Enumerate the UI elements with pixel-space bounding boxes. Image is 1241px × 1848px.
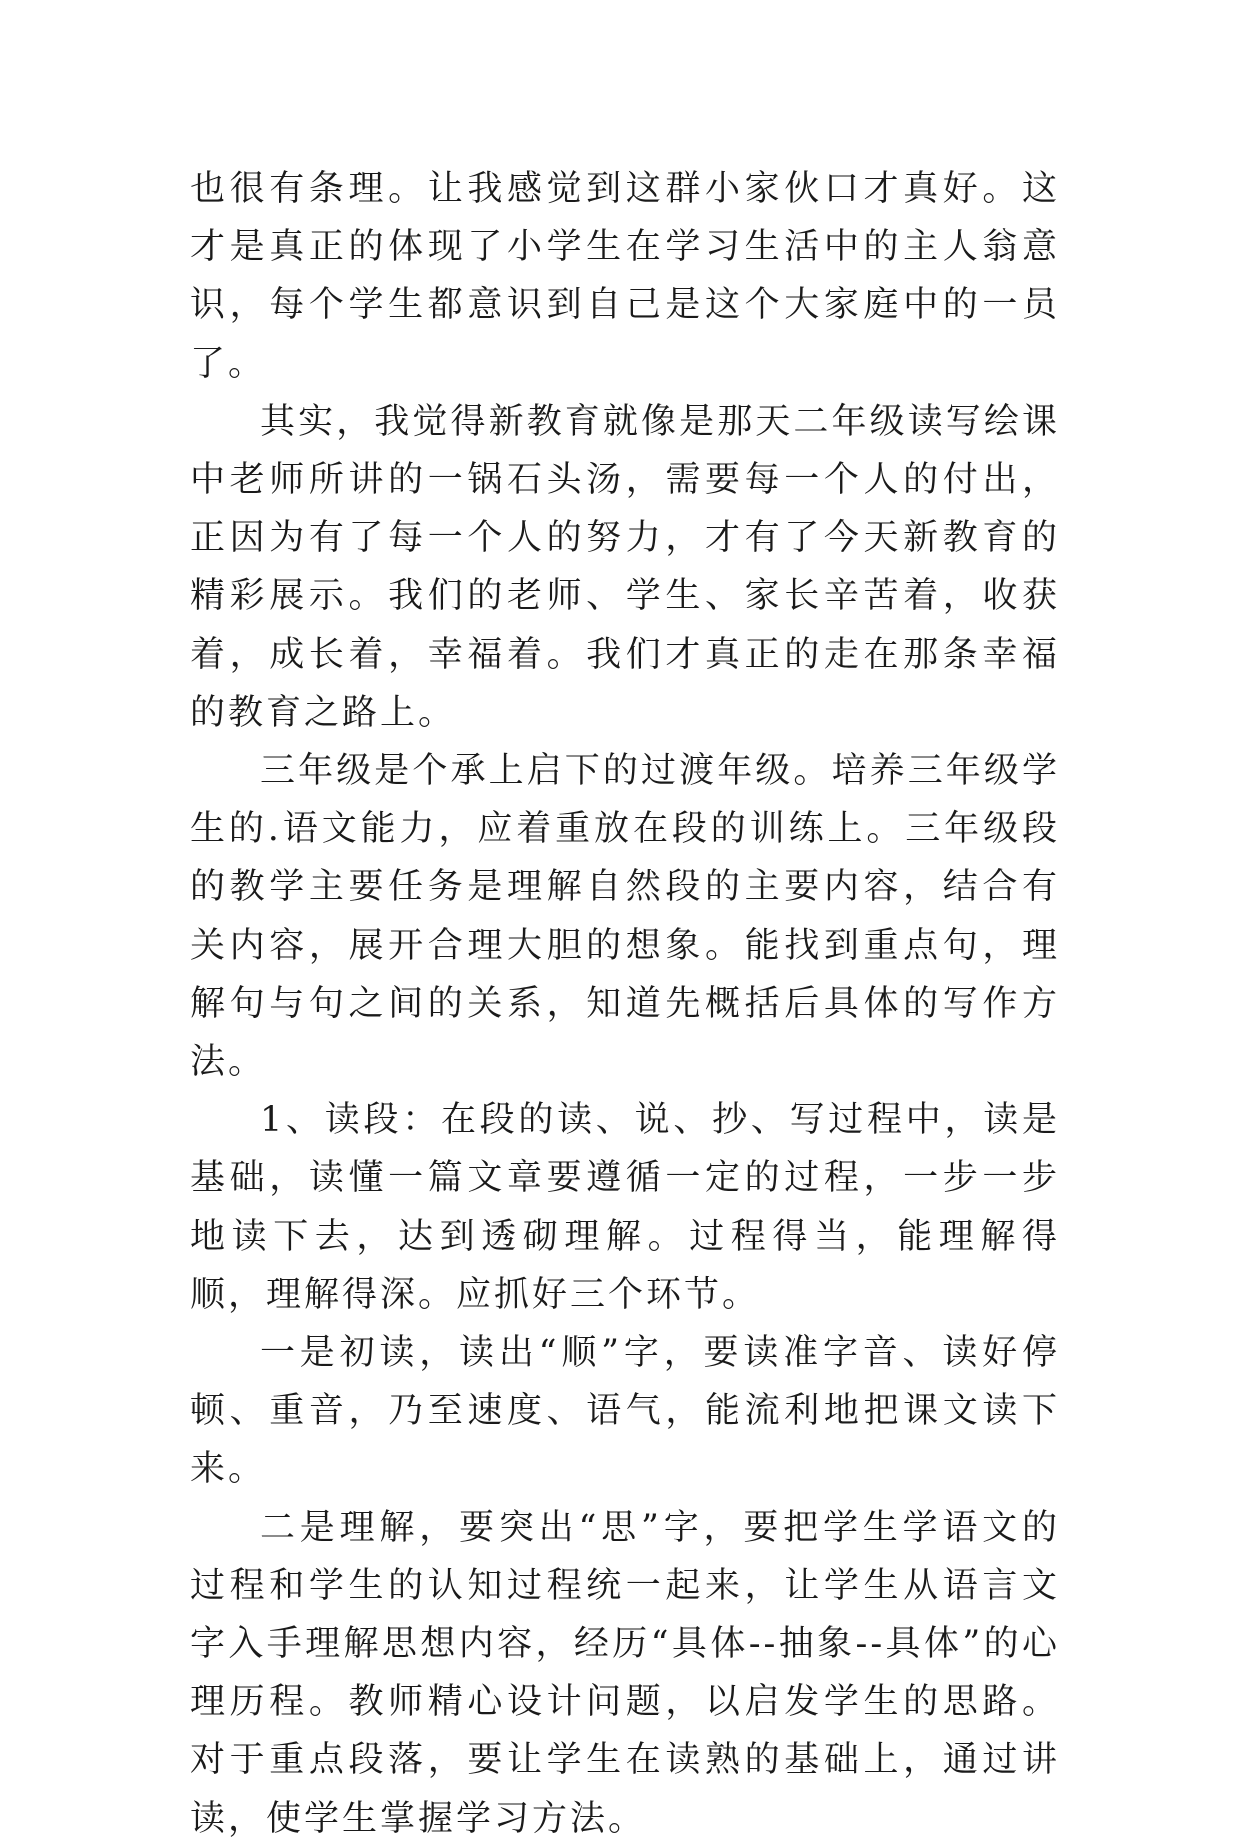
paragraph-5: 一是初读，读出“顺”字，要读准字音、读好停顿、重音，乃至速度、语气，能流利地把课文读下来。: [190, 1333, 1060, 1490]
paragraph-6: 二是理解，要突出“思”字，要把学生学语文的过程和学生的认知过程统一起来，让学生从语言文字入手理解思想内容，经历“具体--抽象--具体”的心理历程。教师精心设计问题，以启发学生的思路。对于重点段落，要让学生在读熟的基础上，通过讲读，使学生掌握学习方法。: [190, 1507, 1060, 1839]
paragraph-1: 也很有条理。让我感觉到这群小家伙口才真好。这才是真正的体现了小学生在学习生活中的主人翁意识，每个学生都意识到自己是这个大家庭中的一员了。: [190, 169, 1060, 384]
document-body: [190, 160, 1060, 1848]
paragraph-4: 1、读段：在段的读、说、抄、写过程中，读是基础，读懂一篇文章要遵循一定的过程，一步一步地读下去，达到透砌理解。过程得当，能理解得顺，理解得深。应抓好三个环节。: [190, 1100, 1060, 1315]
paragraph-2: 其实，我觉得新教育就像是那天二年级读写绘课中老师所讲的一锅石头汤，需要每一个人的付出，正因为有了每一个人的努力，才有了今天新教育的精彩展示。我们的老师、学生、家长辛苦着，收获着，成长着，幸福着。我们才真正的走在那条幸福的教育之路上。: [190, 401, 1060, 733]
paragraph-3: 三年级是个承上启下的过渡年级。培养三年级学生的.语文能力，应着重放在段的训练上。三年级段的教学主要任务是理解自然段的主要内容，结合有关内容，展开合理大胆的想象。能找到重点句，理解句与句之间的关系，知道先概括后具体的写作方法。: [190, 751, 1060, 1083]
